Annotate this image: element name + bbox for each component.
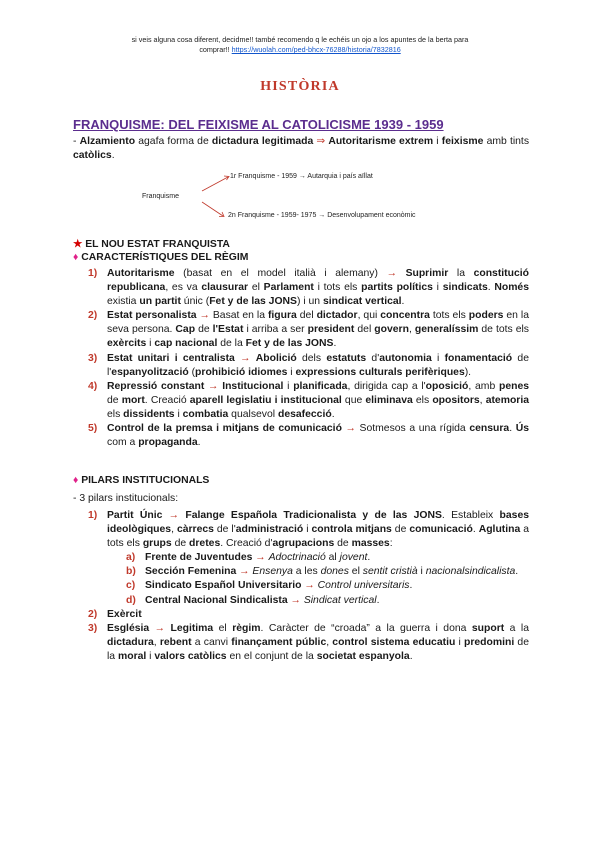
sub-list-item [126, 551, 529, 565]
diamond-icon: ♦ [73, 252, 79, 263]
franquisme-diagram [120, 168, 440, 226]
characteristic-item [88, 267, 529, 309]
section-pilars: ♦ PILARS INSTITUCIONALS [73, 475, 210, 486]
characteristics-list [88, 267, 529, 450]
sub-list-letter: a) [126, 552, 136, 564]
list-number: 2) [88, 608, 98, 620]
top-note [80, 35, 520, 55]
list-number: 3) [88, 622, 98, 634]
list-number: 3) [88, 352, 98, 364]
top-note-prefix: comprar!! [199, 45, 232, 54]
sub-list-letter: d) [126, 594, 136, 606]
characteristic-item [88, 380, 529, 422]
characteristic-item [88, 422, 529, 450]
sub-list [107, 551, 529, 607]
list-number: 5) [88, 423, 98, 435]
list-item-text: Exèrcit [107, 608, 142, 620]
sub-list-item [126, 594, 529, 608]
diagram-branch-1: 1r Franquisme - 1959 → Autarquia i país aïllat [230, 173, 373, 180]
sub-list-text: Frente de Juventudes → Adoctrinació al jovent. [145, 552, 371, 564]
document-title: HISTÒRIA [260, 79, 340, 94]
pillars-list [88, 509, 529, 664]
list-number: 4) [88, 380, 98, 392]
sub-list-item [126, 565, 529, 579]
list-item-text: Control de la premsa i mitjans de comunicació → Sotmesos a una rígida censura. Ús com a propaganda. [107, 423, 529, 449]
list-item-text: Estat personalista → Basat en la figura del dictador, qui concentra tots els poders en la seva persona. Cap de l'Estat i arriba a ser president del govern, generalíssim de tots els exèrcits i cap nacional de la Fet y de las JONS. [107, 310, 530, 350]
top-note-line2 [80, 45, 520, 55]
diamond-icon: ♦ [73, 475, 79, 486]
sub-list-letter: c) [126, 580, 136, 592]
section-heading: FRANQUISME: DEL FEIXISME AL CATOLICISME 1939 - 1959 [73, 117, 444, 132]
diagram-root: Franquisme [142, 193, 179, 200]
pillar-item [88, 608, 529, 622]
characteristic-item [88, 352, 529, 380]
list-item-text: Partit Únic → Falange Española Tradicionalista y de las JONS. Estableix bases ideològiques, càrrecs de l'administració i controla mitjans de comunicació. Aglutina a tots els grups de dretes. Creació d'agrupacions de masses: [107, 510, 530, 550]
sub-list-item [126, 579, 529, 593]
intro-paragraph: - Alzamiento agafa forma de dictadura legitimada ⇒ Autoritarisme extrem i feixisme amb tints catòlics. [73, 136, 530, 161]
star-icon: ★ [73, 239, 83, 250]
list-number: 1) [88, 510, 98, 521]
list-number: 1) [88, 268, 98, 279]
sub-list-text: Sindicato Español Universitario → Control universitaris. [145, 580, 413, 592]
diagram-branch-2: 2n Franquisme - 1959- 1975 → Desenvolupament econòmic [228, 212, 416, 219]
list-item-text: Església → Legitima el règim. Caràcter de “croada” a la guerra i dona suport a la dictadura, rebent a canvi finançament públic, control sistema educatiu i predomini de la moral i valors catòlics en el conjunt de la societat espanyola. [107, 622, 529, 662]
sub-list-text: Sección Femenina → Ensenya a les dones el sentit cristià i nacionalsindicalista. [145, 566, 519, 578]
pillars-intro: - 3 pilars institucionals: [73, 493, 179, 504]
list-number: 2) [88, 310, 98, 322]
list-item-text: Repressió constant → Institucional i planificada, dirigida cap a l'oposició, amb penes de mort. Creació aparell legislatiu i institucional que eliminava els opositors, atemoria els dissidents i combatia qualsevol desafecció. [107, 380, 530, 420]
pillar-item [88, 622, 529, 664]
sub-list-letter: b) [126, 566, 136, 578]
sub-list-text: Central Nacional Sindicalista → Sindicat vertical. [145, 594, 380, 606]
section-nou-estat: ★ EL NOU ESTAT FRANQUISTA [73, 239, 230, 250]
apunts-link[interactable]: https://wuolah.com/ped-bhcx-76288/historia/7832816 [231, 45, 401, 54]
top-note-line1: si veis alguna cosa diferent, decidme!! també recomendo q le echéis un ojo a los apuntes de la berta para [131, 35, 469, 44]
list-item-text: Autoritarisme (basat en el model italià i alemany) → Suprimir la constitució republicana, es va clausurar el Parlament i tots els partits polítics i sindicats. Només existia un partit únic (Fet y de las JONS) i un sindicat vertical. [107, 268, 529, 308]
section-caracteristiques: ♦ CARACTERÍSTIQUES DEL RÈGIM [73, 252, 249, 263]
characteristic-item [88, 309, 529, 351]
pillar-item [88, 509, 529, 608]
list-item-text: Estat unitari i centralista → Abolició dels estatuts d'autonomia i fonamentació de l'espanyolització (prohibició idiomes i expressions culturals perifèriques). [107, 352, 529, 378]
